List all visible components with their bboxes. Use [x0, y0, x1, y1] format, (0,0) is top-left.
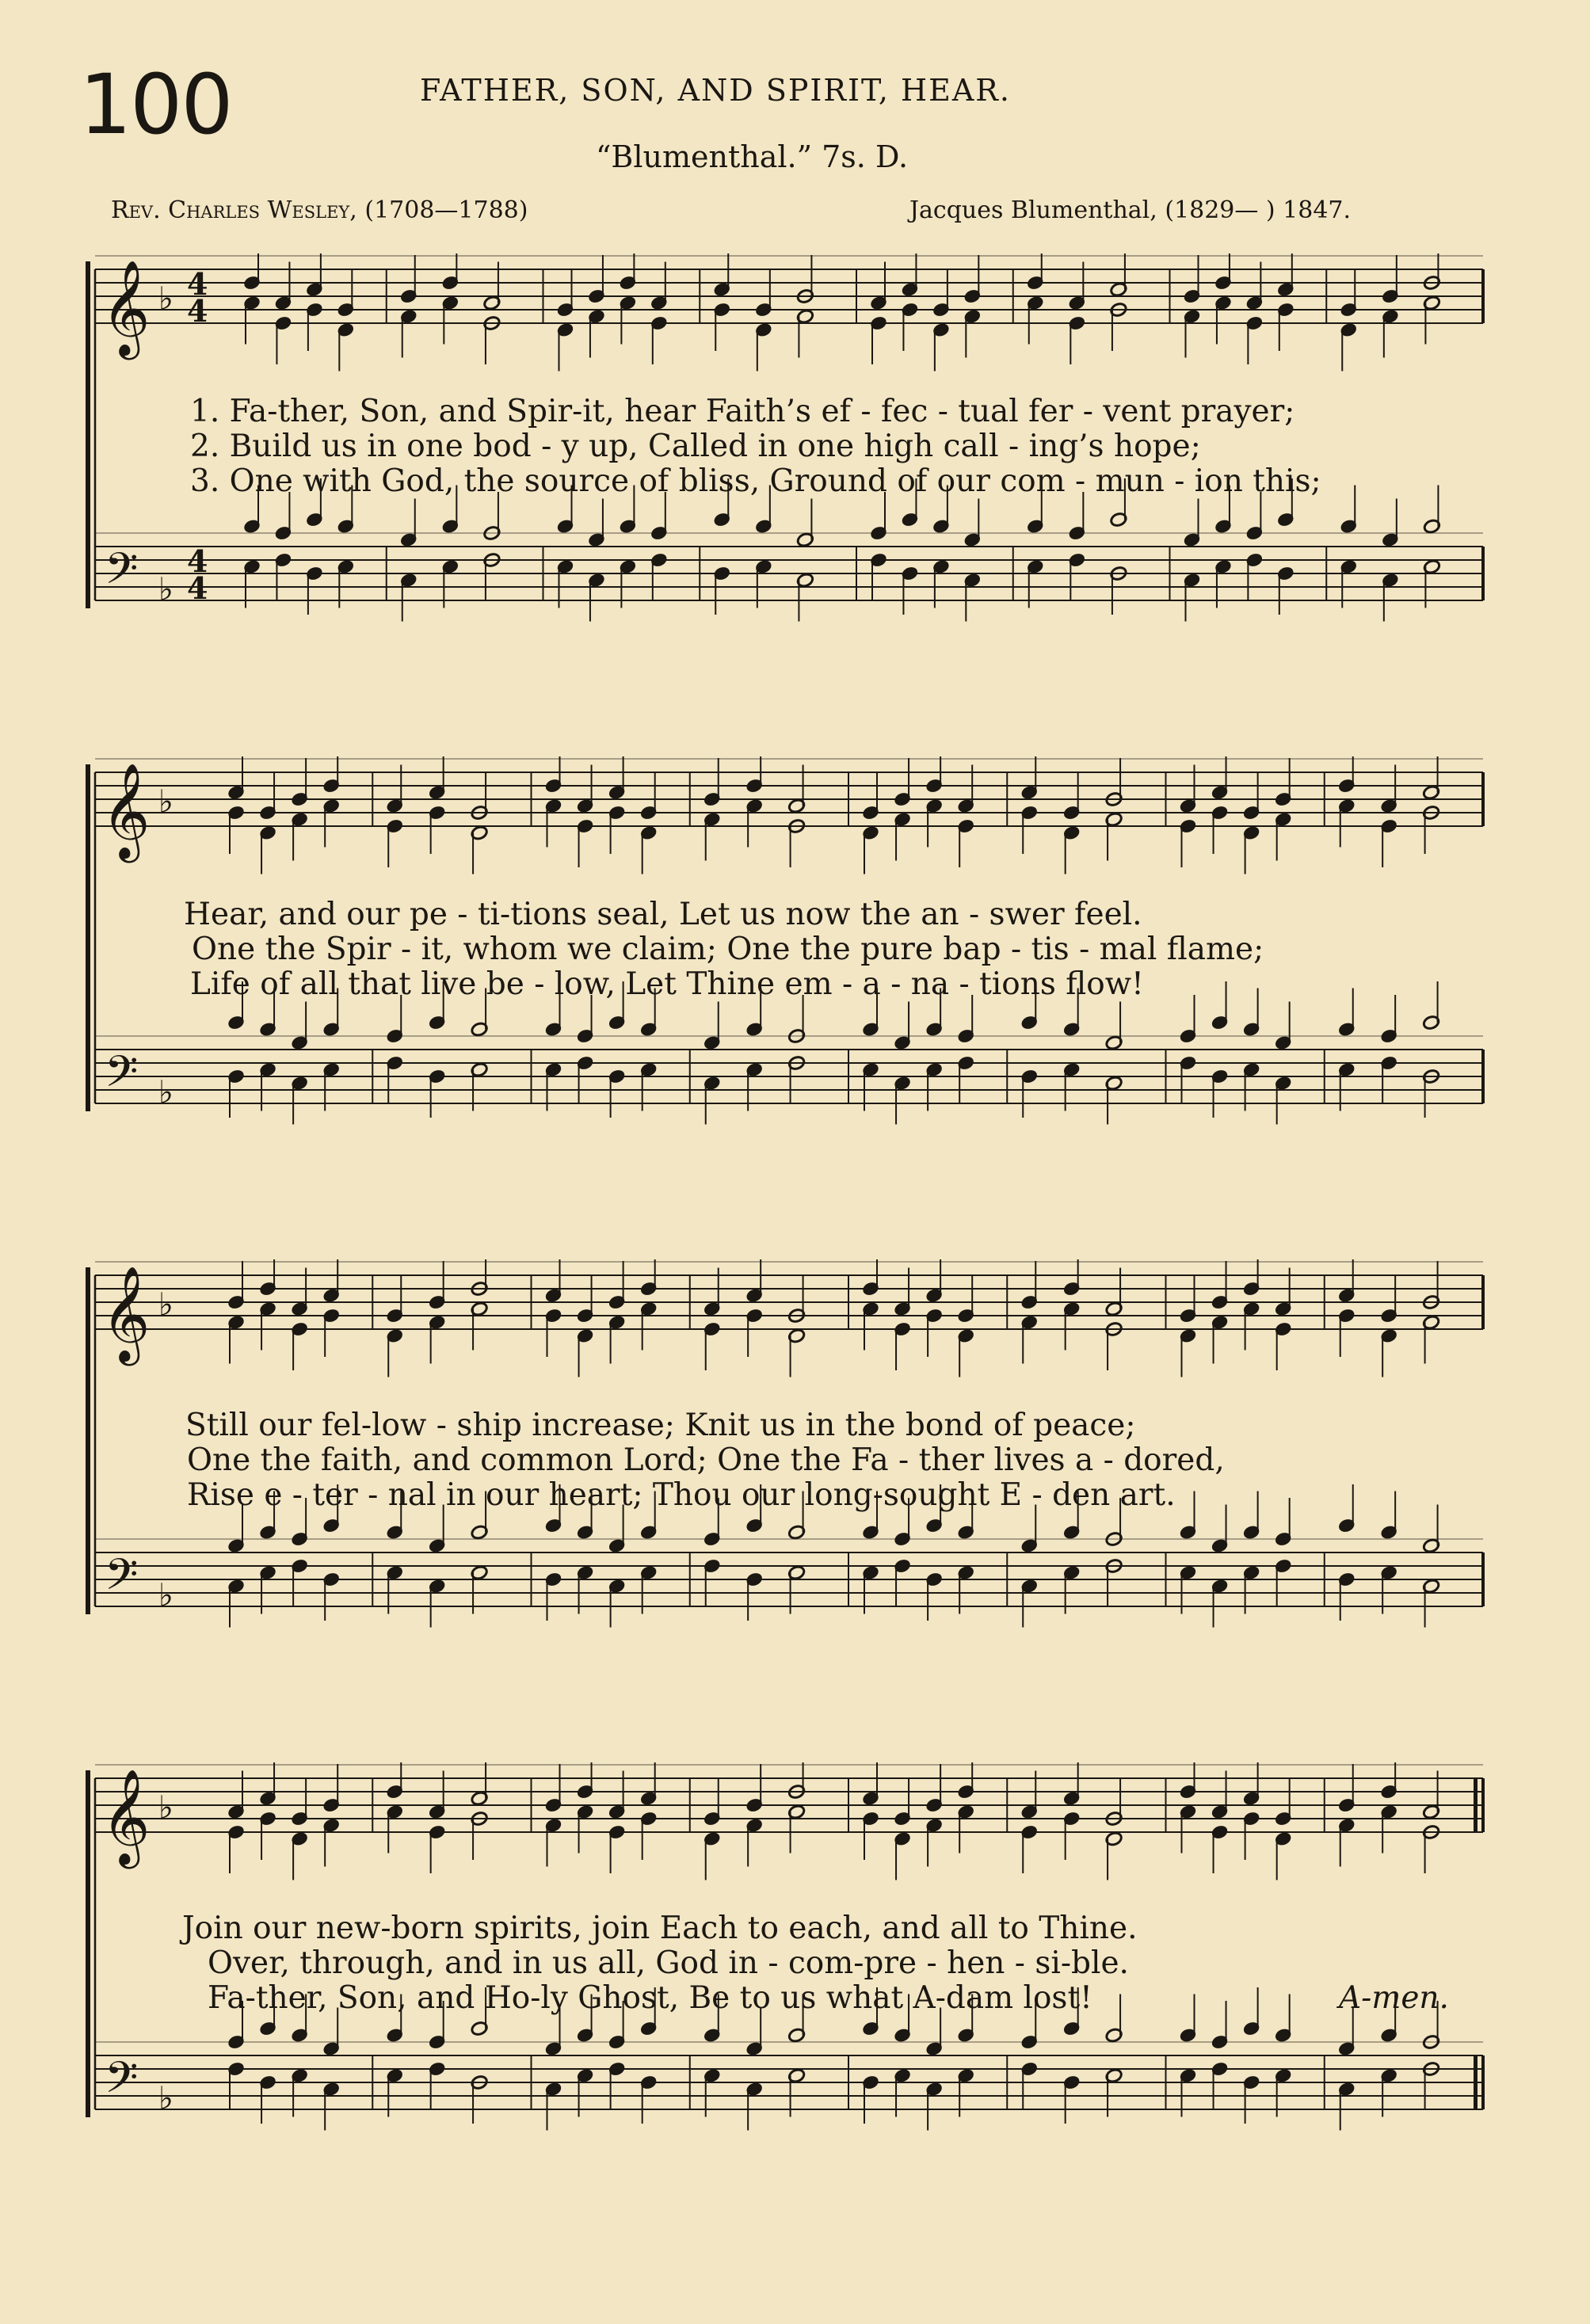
treble-clef-icon: 𝄞 [101, 259, 151, 356]
author-credit: Rev. Charles Wesley, (1708—1788) [111, 196, 528, 224]
bass-time-sig-bottom: 4 [187, 570, 208, 606]
flat-key-icon: ♭ [158, 571, 173, 608]
final-barline [1474, 2055, 1478, 2109]
flat-key-icon: ♭ [158, 1789, 173, 1827]
music-system-1 [0, 253, 1590, 665]
lyric-verse-2: One the Spir - it, whom we claim; One the pure bap - tis - mal flame; [192, 932, 1264, 967]
lyric-verse-3: Rise e - ter - nal in our heart; Thou our long-sought E - den art. [187, 1477, 1176, 1513]
flat-key-icon: ♭ [158, 280, 173, 318]
hymn-number: 100 [79, 56, 232, 153]
treble-time-sig-top: 4 [187, 266, 208, 302]
hymn-title: FATHER, SON, AND SPIRIT, HEAR. [420, 73, 1011, 108]
lyric-verse-3: 3. One with God, the source of bliss, Ground of our com - mun - ion this; [190, 463, 1321, 499]
music-system-3 [0, 1259, 1590, 1671]
amen-text: A-men. [1339, 1980, 1449, 2016]
flat-key-icon: ♭ [158, 783, 173, 821]
bass-clef-icon: 𝄢 [105, 1549, 139, 1610]
lyric-verse-3: Life of all that live be - low, Let Thine em - a - na - tions flow! [190, 966, 1144, 1002]
tune-name: “Blumenthal.” 7s. D. [596, 139, 909, 174]
bass-clef-icon: 𝄢 [105, 1046, 139, 1107]
lyric-verse-2: 2. Build us in one bod - y up, Called in one high call - ing’s hope; [190, 429, 1201, 464]
music-system-2 [0, 756, 1590, 1168]
flat-key-icon: ♭ [158, 1577, 173, 1614]
bass-time-sig-top: 4 [187, 543, 208, 579]
treble-clef-icon: 𝄞 [101, 1265, 151, 1362]
system-brace [86, 1770, 90, 2117]
composer-credit: Jacques Blumenthal, (1829— ) 1847. [909, 196, 1352, 224]
lyric-verse-1: Join our new-born spirits, join Each to each, and all to Thine. [182, 1911, 1138, 1946]
system-brace [86, 261, 90, 608]
lyric-verse-1: Hear, and our pe - ti-tions seal, Let us now the an - swer feel. [184, 897, 1142, 932]
treble-clef-icon: 𝄞 [101, 762, 151, 859]
treble-time-sig-bottom: 4 [187, 293, 208, 329]
lyric-verse-1: Still our fel-low - ship increase; Knit us in the bond of peace; [185, 1408, 1136, 1443]
lyric-verse-1: 1. Fa-ther, Son, and Spir-it, hear Faith’s ef - fec - tual fer - vent prayer; [190, 394, 1295, 429]
bass-clef-icon: 𝄢 [105, 2052, 139, 2113]
lyric-verse-2: One the faith, and common Lord; One the Fa - ther lives a - dored, [187, 1442, 1225, 1478]
final-barline [1474, 1778, 1478, 1832]
system-brace [86, 764, 90, 1111]
music-system-4 [0, 1762, 1590, 2174]
lyric-verse-2: Over, through, and in us all, God in - com-pre - hen - si-ble. [208, 1945, 1129, 1981]
treble-clef-icon: 𝄞 [101, 1768, 151, 1865]
lyric-verse-3: Fa-ther, Son, and Ho-ly Ghost, Be to us what A-dam lost! [208, 1980, 1092, 2016]
flat-key-icon: ♭ [158, 1286, 173, 1324]
flat-key-icon: ♭ [158, 1074, 173, 1111]
system-brace [86, 1267, 90, 1614]
bass-clef-icon: 𝄢 [105, 543, 139, 604]
flat-key-icon: ♭ [158, 2080, 173, 2117]
